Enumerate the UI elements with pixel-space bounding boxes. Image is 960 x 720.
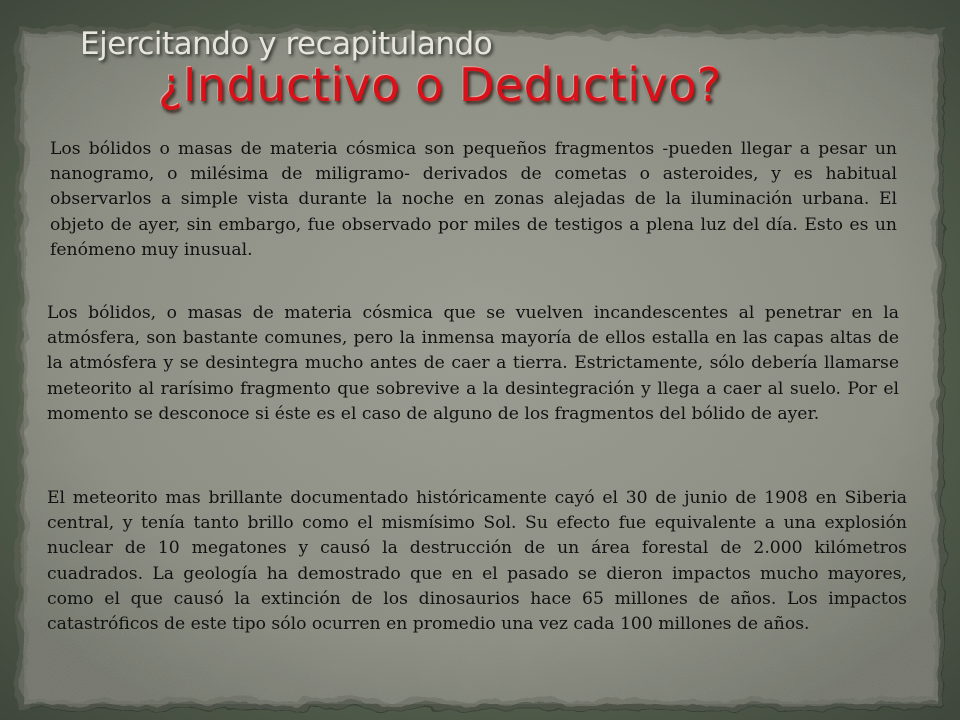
slide-title: ¿Inductivo o Deductivo? bbox=[158, 58, 722, 112]
slide-subtitle: Ejercitando y recapitulando bbox=[80, 26, 493, 62]
paragraph-1: Los bólidos o masas de materia cósmica son pequeños fragmentos -pueden llegar a pesar un nanogramo, o milésima de miligramo- derivados de cometas o asteroides, y es habitual observarlos a simple vista durante la noche en zonas alejadas de la iluminación urbana. El objeto de ayer, sin embargo, fue observado por miles de testigos a plena luz del día. Esto es un fenómeno muy inusual. bbox=[50, 139, 897, 260]
paragraph-3: El meteorito mas brillante documentado históricamente cayó el 30 de junio de 1908 en Siberia central, y tenía tanto brillo como el mismísimo Sol. Su efecto fue equivalente a una explosión nuclear de 10 megatones y causó la destrucción de un área forestal de 2.000 kilómetros cuadrados. La geología ha demostrado que en el pasado se dieron impactos mucho mayores, como el que causó la extinción de los dinosaurios hace 65 millones de años. Los impactos catastróficos de este tipo sólo ocurren en promedio una vez cada 100 millones de años. bbox=[47, 488, 907, 635]
paragraph-2: Los bólidos, o masas de materia cósmica que se vuelven incandescentes al penetrar en la atmósfera, son bastante comunes, pero la inmensa mayoría de ellos estalla en las capas altas de la atmósfera y se desintegra mucho antes de caer a tierra. Estrictamente, sólo debería llamarse meteorito al rarísimo fragmento que sobrevive a la desintegración y llega a caer al suelo. Por el momento se desconoce si éste es el caso de alguno de los fragmentos del bólido de ayer. bbox=[47, 303, 899, 424]
